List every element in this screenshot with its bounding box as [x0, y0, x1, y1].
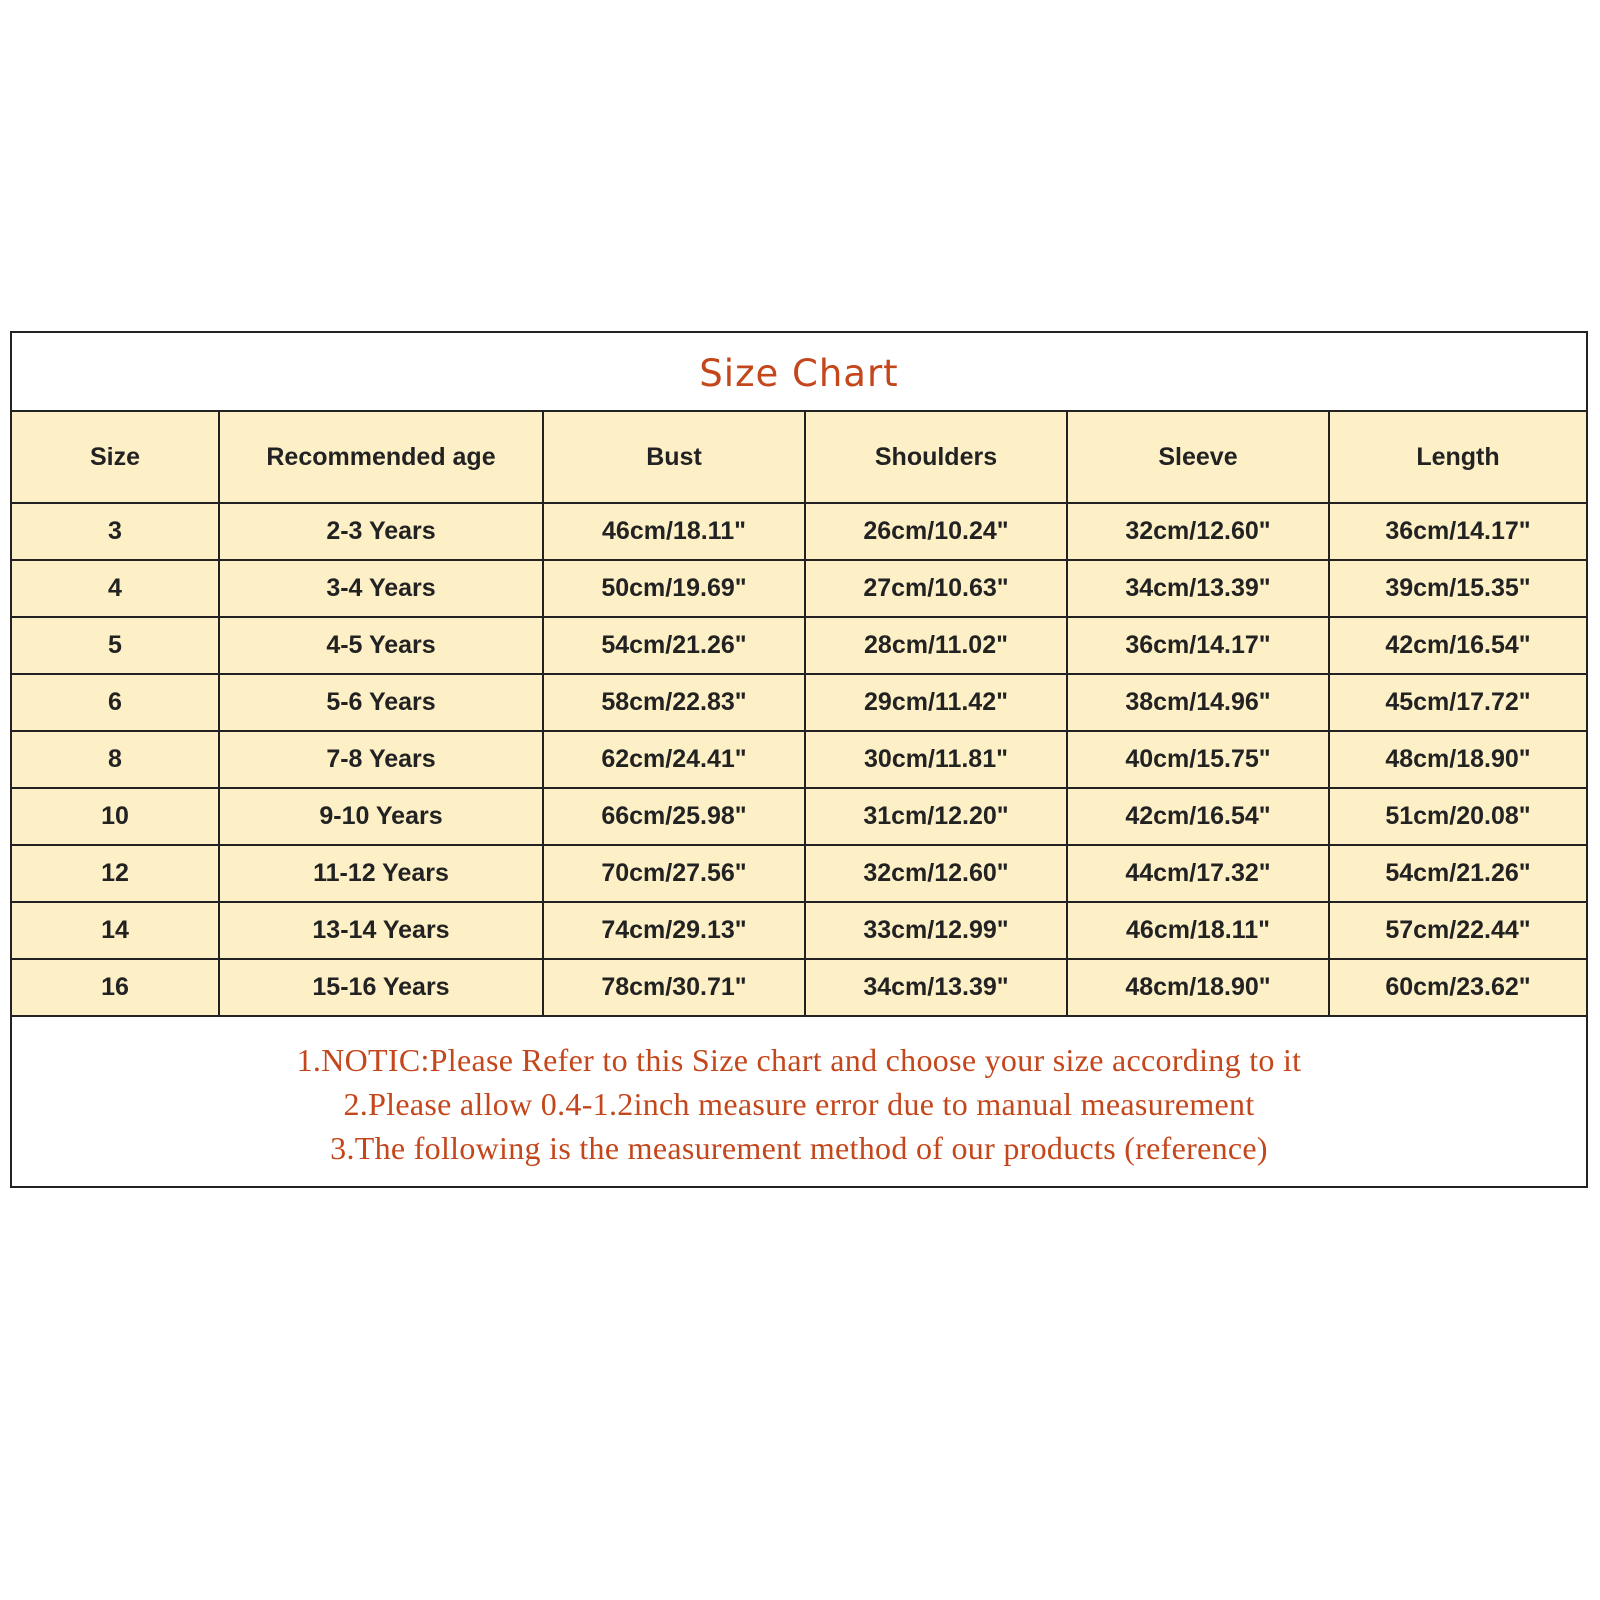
cell-shoulders: 29cm/11.42"	[805, 674, 1067, 731]
cell-size: 8	[12, 731, 219, 788]
cell-size: 16	[12, 959, 219, 1016]
cell-shoulders: 28cm/11.02"	[805, 617, 1067, 674]
table-row	[12, 674, 1586, 731]
cell-length: 45cm/17.72"	[1329, 674, 1586, 731]
cell-bust: 54cm/21.26"	[543, 617, 805, 674]
table-row	[12, 845, 1586, 902]
cell-length: 57cm/22.44"	[1329, 902, 1586, 959]
cell-bust: 58cm/22.83"	[543, 674, 805, 731]
cell-length: 36cm/14.17"	[1329, 503, 1586, 560]
cell-age: 5-6 Years	[219, 674, 543, 731]
table-row	[12, 959, 1586, 1016]
cell-shoulders: 31cm/12.20"	[805, 788, 1067, 845]
cell-age: 13-14 Years	[219, 902, 543, 959]
cell-sleeve: 42cm/16.54"	[1067, 788, 1329, 845]
cell-sleeve: 44cm/17.32"	[1067, 845, 1329, 902]
header-shoulders: Shoulders	[805, 412, 1067, 503]
cell-length: 42cm/16.54"	[1329, 617, 1586, 674]
cell-age: 3-4 Years	[219, 560, 543, 617]
cell-length: 39cm/15.35"	[1329, 560, 1586, 617]
cell-bust: 78cm/30.71"	[543, 959, 805, 1016]
cell-size: 14	[12, 902, 219, 959]
cell-length: 54cm/21.26"	[1329, 845, 1586, 902]
cell-bust: 50cm/19.69"	[543, 560, 805, 617]
header-size: Size	[12, 412, 219, 503]
header-length: Length	[1329, 412, 1586, 503]
cell-sleeve: 38cm/14.96"	[1067, 674, 1329, 731]
cell-age: 2-3 Years	[219, 503, 543, 560]
header-bust: Bust	[543, 412, 805, 503]
chart-title: Size Chart	[12, 333, 1586, 412]
note-line: 1.NOTIC:Please Refer to this Size chart and choose your size according to it	[296, 1042, 1302, 1078]
note-line: 2.Please allow 0.4-1.2inch measure error due to manual measurement	[343, 1086, 1255, 1122]
cell-bust: 70cm/27.56"	[543, 845, 805, 902]
cell-age: 4-5 Years	[219, 617, 543, 674]
cell-length: 48cm/18.90"	[1329, 731, 1586, 788]
cell-size: 10	[12, 788, 219, 845]
cell-age: 9-10 Years	[219, 788, 543, 845]
cell-length: 60cm/23.62"	[1329, 959, 1586, 1016]
cell-size: 12	[12, 845, 219, 902]
table-header-row	[12, 412, 1586, 503]
cell-age: 7-8 Years	[219, 731, 543, 788]
cell-size: 4	[12, 560, 219, 617]
cell-bust: 46cm/18.11"	[543, 503, 805, 560]
cell-bust: 66cm/25.98"	[543, 788, 805, 845]
cell-sleeve: 32cm/12.60"	[1067, 503, 1329, 560]
table-row	[12, 503, 1586, 560]
cell-sleeve: 36cm/14.17"	[1067, 617, 1329, 674]
header-sleeve: Sleeve	[1067, 412, 1329, 503]
notes-section	[12, 1017, 1586, 1191]
cell-sleeve: 46cm/18.11"	[1067, 902, 1329, 959]
cell-length: 51cm/20.08"	[1329, 788, 1586, 845]
cell-age: 15-16 Years	[219, 959, 543, 1016]
cell-bust: 74cm/29.13"	[543, 902, 805, 959]
header-recommended-age: Recommended age	[219, 412, 543, 503]
table-row	[12, 617, 1586, 674]
cell-shoulders: 34cm/13.39"	[805, 959, 1067, 1016]
cell-bust: 62cm/24.41"	[543, 731, 805, 788]
cell-age: 11-12 Years	[219, 845, 543, 902]
cell-sleeve: 34cm/13.39"	[1067, 560, 1329, 617]
size-chart	[10, 331, 1588, 1188]
table-row	[12, 731, 1586, 788]
cell-size: 3	[12, 503, 219, 560]
note-line: 3.The following is the measurement method of our products (reference)	[330, 1130, 1268, 1166]
cell-sleeve: 40cm/15.75"	[1067, 731, 1329, 788]
cell-size: 5	[12, 617, 219, 674]
cell-shoulders: 30cm/11.81"	[805, 731, 1067, 788]
table-row	[12, 788, 1586, 845]
cell-sleeve: 48cm/18.90"	[1067, 959, 1329, 1016]
table-row	[12, 902, 1586, 959]
cell-shoulders: 32cm/12.60"	[805, 845, 1067, 902]
cell-shoulders: 33cm/12.99"	[805, 902, 1067, 959]
table-row	[12, 560, 1586, 617]
cell-shoulders: 27cm/10.63"	[805, 560, 1067, 617]
cell-shoulders: 26cm/10.24"	[805, 503, 1067, 560]
size-table	[12, 412, 1586, 1017]
cell-size: 6	[12, 674, 219, 731]
